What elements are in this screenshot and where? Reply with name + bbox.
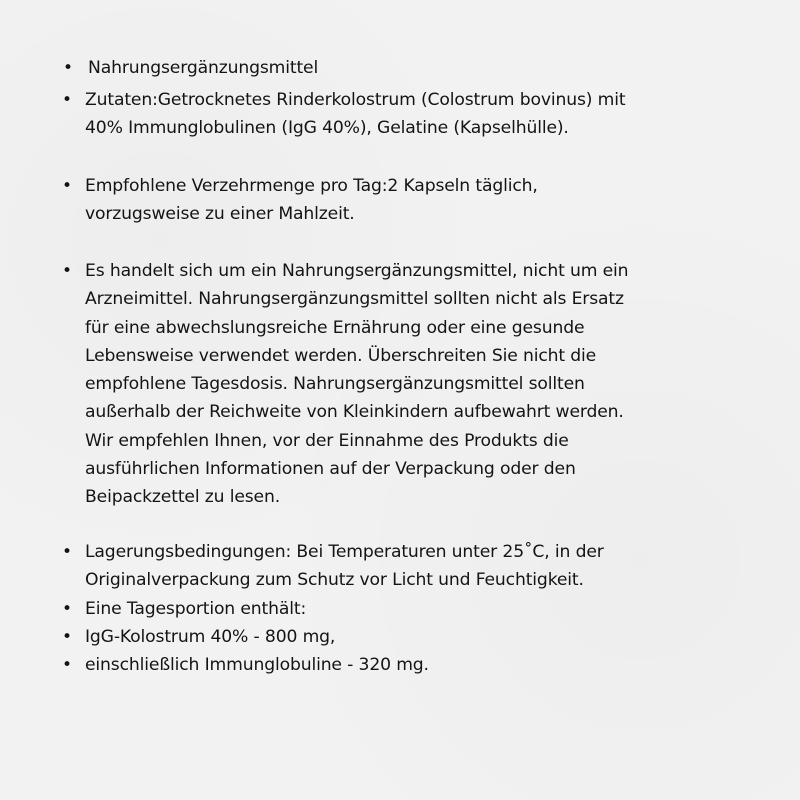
bullet-icon: • (62, 176, 72, 196)
list-item-product-type (63, 54, 773, 82)
list-item-text (85, 538, 772, 595)
list-item-daily-portion (62, 595, 772, 623)
bullet-icon: • (62, 599, 72, 619)
list-item-text (85, 623, 772, 651)
list-item-igg-colostrum (62, 623, 772, 651)
text-line: Lagerungsbedingungen: Bei Temperaturen unter 25˚C, in der (85, 542, 604, 562)
bullet-icon: • (62, 542, 72, 562)
text-line: empfohlene Tagesdosis. Nahrungsergänzungsmittel sollten (85, 374, 585, 395)
text-line: Zutaten:Getrocknetes Rinderkolostrum (Colostrum bovinus) mit (85, 90, 626, 110)
text-line: Lebensweise verwendet werden. Überschreiten Sie nicht die (85, 345, 597, 366)
list-item-ingredients (62, 86, 772, 143)
bullet-icon: • (62, 627, 72, 647)
list-item-recommended-dose (62, 172, 772, 229)
text-line: ausführlichen Informationen auf der Verpackung oder den (85, 459, 576, 480)
list-item-text (85, 257, 772, 512)
text-line: 40% Immunglobulinen (IgG 40%), Gelatine (Kapselhülle). (85, 118, 569, 139)
text-line: Eine Tagesportion enthält: (85, 599, 307, 619)
bullet-icon: • (63, 58, 73, 78)
text-line: Arzneimittel. Nahrungsergänzungsmittel sollten nicht als Ersatz (85, 289, 624, 310)
list-item-text (85, 595, 772, 623)
text-line: Originalverpackung zum Schutz vor Licht und Feuchtigkeit. (85, 570, 584, 591)
list-item-text (85, 86, 772, 143)
list-item-text (88, 54, 773, 82)
list-item-immunoglobulins (62, 651, 772, 679)
text-line: Wir empfehlen Ihnen, vor der Einnahme des Produkts die (85, 430, 569, 451)
text-line: vorzugsweise zu einer Mahlzeit. (85, 204, 355, 225)
bullet-icon: • (62, 655, 72, 675)
list-item-disclaimer (62, 257, 772, 512)
text-line: IgG-Kolostrum 40% - 800 mg, (85, 627, 336, 647)
text-line: Empfohlene Verzehrmenge pro Tag:2 Kapseln täglich, (85, 176, 538, 196)
text-line: Nahrungsergänzungsmittel (88, 58, 319, 78)
text-line: Beipackzettel zu lesen. (85, 487, 281, 508)
list-item-text (85, 172, 772, 229)
bullet-icon: • (62, 90, 72, 110)
text-line: für eine abwechslungsreiche Ernährung oder eine gesunde (85, 317, 585, 338)
text-line: außerhalb der Reichweite von Kleinkindern aufbewahrt werden. (85, 402, 624, 423)
list-item-text (85, 651, 772, 679)
list-item-storage (62, 538, 772, 595)
text-line: einschließlich Immunglobuline - 320 mg. (85, 655, 429, 675)
bullet-icon: • (62, 261, 72, 281)
text-line: Es handelt sich um ein Nahrungsergänzungsmittel, nicht um ein (85, 261, 629, 281)
